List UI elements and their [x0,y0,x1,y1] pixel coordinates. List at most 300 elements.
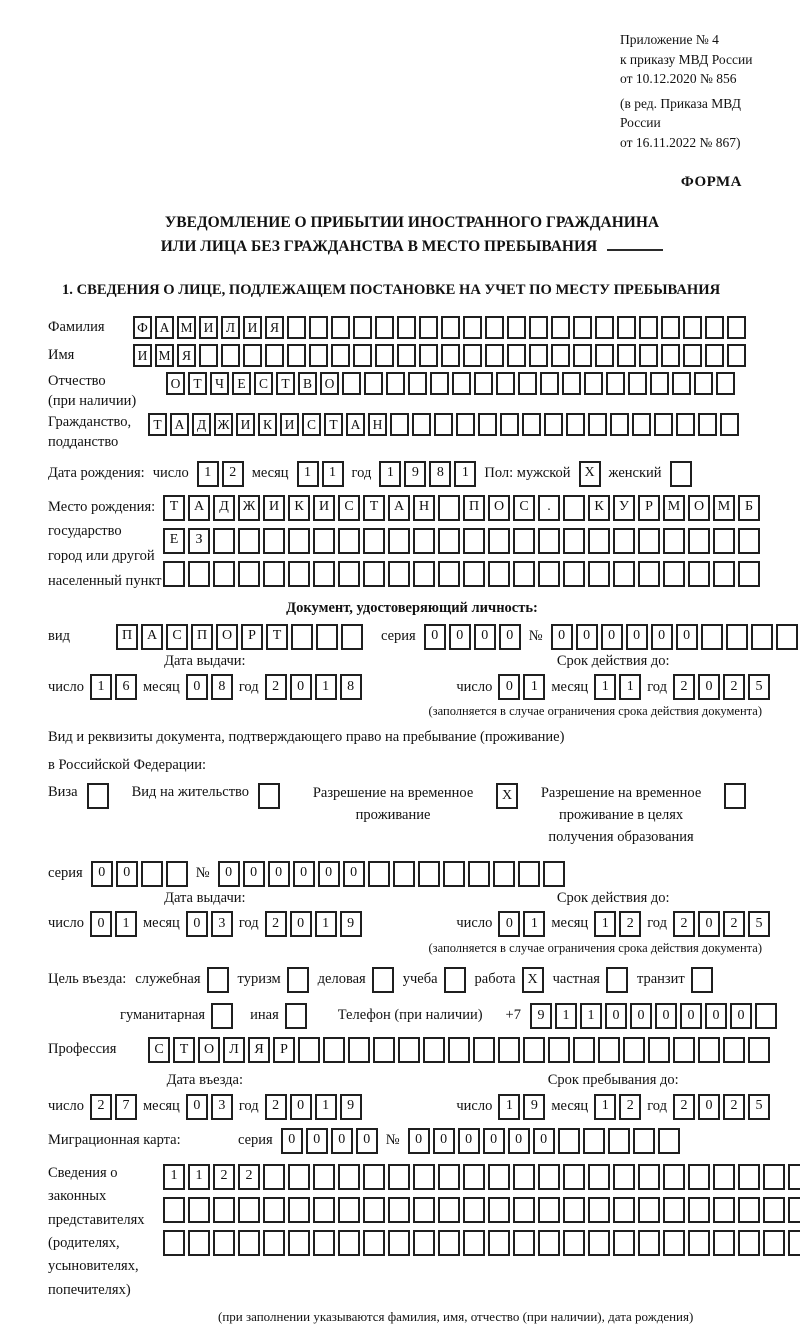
form-cell[interactable]: Л [221,316,240,339]
form-cell[interactable] [443,861,465,887]
form-cell[interactable] [658,1128,680,1154]
form-cell[interactable] [313,528,335,554]
form-cell[interactable] [538,1230,560,1256]
form-cell[interactable] [788,1230,800,1256]
form-cell[interactable] [698,1037,720,1063]
form-cell[interactable] [412,413,431,436]
form-cell[interactable] [663,1197,685,1223]
form-cell[interactable]: 0 [293,861,315,887]
form-cell[interactable] [364,372,383,395]
form-cell[interactable] [638,1197,660,1223]
form-cell[interactable] [463,1197,485,1223]
form-cell[interactable]: 0 [243,861,265,887]
form-cell[interactable] [263,1197,285,1223]
form-cell[interactable] [724,783,746,809]
form-cell[interactable] [670,461,692,487]
form-cell[interactable] [438,528,460,554]
form-cell[interactable] [390,413,409,436]
form-cell[interactable] [288,1197,310,1223]
form-cell[interactable]: 6 [115,674,137,700]
form-cell[interactable] [613,1164,635,1190]
form-cell[interactable]: Т [363,495,385,521]
form-cell[interactable] [338,1230,360,1256]
form-cell[interactable] [287,316,306,339]
form-cell[interactable] [188,561,210,587]
form-cell[interactable]: 0 [605,1003,627,1029]
form-cell[interactable] [500,413,519,436]
form-cell[interactable]: Я [177,344,196,367]
form-cell[interactable] [313,1197,335,1223]
form-cell[interactable] [285,1003,307,1029]
form-cell[interactable] [688,1230,710,1256]
form-cell[interactable] [263,528,285,554]
form-cell[interactable] [468,861,490,887]
form-cell[interactable]: Т [148,413,167,436]
form-cell[interactable] [563,528,585,554]
form-cell[interactable]: 7 [115,1094,137,1120]
form-cell[interactable] [513,561,535,587]
form-cell[interactable]: 0 [186,911,208,937]
form-cell[interactable] [588,561,610,587]
form-cell[interactable]: С [302,413,321,436]
form-cell[interactable]: Я [265,316,284,339]
form-cell[interactable] [688,561,710,587]
form-cell[interactable] [544,413,563,436]
form-cell[interactable] [438,1230,460,1256]
form-cell[interactable]: М [155,344,174,367]
form-cell[interactable] [648,1037,670,1063]
form-cell[interactable] [386,372,405,395]
form-cell[interactable] [463,1164,485,1190]
form-cell[interactable] [529,344,548,367]
form-cell[interactable] [291,624,313,650]
form-cell[interactable]: 0 [698,674,720,700]
form-cell[interactable]: 0 [116,861,138,887]
form-cell[interactable]: 0 [474,624,496,650]
form-cell[interactable]: И [263,495,285,521]
form-cell[interactable]: Т [188,372,207,395]
form-cell[interactable]: О [488,495,510,521]
form-cell[interactable] [221,344,240,367]
form-cell[interactable] [163,1197,185,1223]
form-cell[interactable] [287,344,306,367]
form-cell[interactable] [638,561,660,587]
form-cell[interactable]: С [148,1037,170,1063]
form-cell[interactable] [375,316,394,339]
form-cell[interactable]: 0 [449,624,471,650]
form-cell[interactable] [316,624,338,650]
form-cell[interactable] [438,495,460,521]
form-cell[interactable]: 2 [673,674,695,700]
form-cell[interactable]: X [522,967,544,993]
form-cell[interactable]: 0 [483,1128,505,1154]
form-cell[interactable] [672,372,691,395]
form-cell[interactable]: 0 [268,861,290,887]
form-cell[interactable] [463,561,485,587]
form-cell[interactable]: 0 [508,1128,530,1154]
form-cell[interactable]: 0 [290,1094,312,1120]
form-cell[interactable]: И [199,316,218,339]
form-cell[interactable] [540,372,559,395]
form-cell[interactable]: 5 [748,674,770,700]
form-cell[interactable]: М [713,495,735,521]
form-cell[interactable] [507,316,526,339]
form-cell[interactable]: 0 [331,1128,353,1154]
form-cell[interactable] [373,1037,395,1063]
form-cell[interactable] [613,528,635,554]
form-cell[interactable] [463,316,482,339]
form-cell[interactable] [478,413,497,436]
form-cell[interactable] [748,1037,770,1063]
form-cell[interactable]: 2 [265,911,287,937]
form-cell[interactable]: 0 [318,861,340,887]
form-cell[interactable] [713,528,735,554]
form-cell[interactable] [288,1164,310,1190]
form-cell[interactable]: М [663,495,685,521]
form-cell[interactable] [397,344,416,367]
form-cell[interactable]: 0 [306,1128,328,1154]
form-cell[interactable] [444,967,466,993]
form-cell[interactable]: 0 [730,1003,752,1029]
form-cell[interactable] [738,561,760,587]
form-cell[interactable]: А [188,495,210,521]
form-cell[interactable]: 1 [555,1003,577,1029]
form-cell[interactable]: 1 [188,1164,210,1190]
form-cell[interactable] [610,413,629,436]
form-cell[interactable] [713,561,735,587]
form-cell[interactable] [238,528,260,554]
form-cell[interactable] [563,1197,585,1223]
form-cell[interactable] [606,372,625,395]
form-cell[interactable] [363,1197,385,1223]
form-cell[interactable] [309,316,328,339]
form-cell[interactable]: П [116,624,138,650]
form-cell[interactable] [288,561,310,587]
form-cell[interactable] [496,372,515,395]
form-cell[interactable] [543,861,565,887]
form-cell[interactable] [213,1197,235,1223]
form-cell[interactable]: 2 [619,1094,641,1120]
form-cell[interactable]: 9 [340,911,362,937]
form-cell[interactable] [498,1037,520,1063]
form-cell[interactable] [363,1164,385,1190]
form-cell[interactable] [213,528,235,554]
form-cell[interactable]: У [613,495,635,521]
form-cell[interactable] [393,861,415,887]
form-cell[interactable] [633,1128,655,1154]
form-cell[interactable] [563,1164,585,1190]
form-cell[interactable] [691,967,713,993]
form-cell[interactable]: 2 [90,1094,112,1120]
form-cell[interactable] [562,372,581,395]
form-cell[interactable] [388,561,410,587]
form-cell[interactable]: И [280,413,299,436]
form-cell[interactable]: 9 [530,1003,552,1029]
form-cell[interactable]: 0 [630,1003,652,1029]
form-cell[interactable] [727,344,746,367]
form-cell[interactable]: 9 [523,1094,545,1120]
form-cell[interactable]: И [133,344,152,367]
form-cell[interactable]: А [170,413,189,436]
form-cell[interactable] [452,372,471,395]
form-cell[interactable]: 1 [90,674,112,700]
form-cell[interactable] [613,1197,635,1223]
form-cell[interactable] [588,1164,610,1190]
form-cell[interactable] [413,1197,435,1223]
form-cell[interactable] [488,1230,510,1256]
form-cell[interactable] [738,528,760,554]
form-cell[interactable] [438,561,460,587]
form-cell[interactable] [338,561,360,587]
form-cell[interactable] [163,1230,185,1256]
form-cell[interactable] [408,372,427,395]
form-cell[interactable]: 2 [238,1164,260,1190]
form-cell[interactable] [342,372,361,395]
form-cell[interactable]: 1 [163,1164,185,1190]
form-cell[interactable]: 2 [222,461,244,487]
form-cell[interactable] [238,1197,260,1223]
form-cell[interactable]: 1 [115,911,137,937]
form-cell[interactable] [518,372,537,395]
form-cell[interactable]: В [298,372,317,395]
form-cell[interactable] [763,1230,785,1256]
form-cell[interactable] [588,1230,610,1256]
form-cell[interactable] [258,783,280,809]
form-cell[interactable] [613,1230,635,1256]
form-cell[interactable]: 0 [186,674,208,700]
form-cell[interactable] [755,1003,777,1029]
form-cell[interactable] [430,372,449,395]
form-cell[interactable] [688,1197,710,1223]
form-cell[interactable] [538,1164,560,1190]
form-cell[interactable]: 2 [265,1094,287,1120]
form-cell[interactable] [418,861,440,887]
form-cell[interactable]: Р [638,495,660,521]
form-cell[interactable] [705,316,724,339]
form-cell[interactable]: С [166,624,188,650]
form-cell[interactable] [583,1128,605,1154]
form-cell[interactable] [617,316,636,339]
form-cell[interactable]: М [177,316,196,339]
form-cell[interactable] [551,316,570,339]
form-cell[interactable] [639,344,658,367]
form-cell[interactable] [243,344,262,367]
form-cell[interactable]: 0 [651,624,673,650]
form-cell[interactable]: 0 [343,861,365,887]
form-cell[interactable]: А [155,316,174,339]
form-cell[interactable] [716,372,735,395]
form-cell[interactable] [397,316,416,339]
form-cell[interactable] [513,1230,535,1256]
form-cell[interactable] [441,316,460,339]
form-cell[interactable]: Т [324,413,343,436]
form-cell[interactable] [683,316,702,339]
form-cell[interactable]: Ф [133,316,152,339]
form-cell[interactable]: А [346,413,365,436]
form-cell[interactable]: 0 [290,911,312,937]
form-cell[interactable]: Д [192,413,211,436]
form-cell[interactable] [788,1164,800,1190]
form-cell[interactable] [573,316,592,339]
form-cell[interactable] [588,413,607,436]
form-cell[interactable] [688,1164,710,1190]
form-cell[interactable] [523,1037,545,1063]
form-cell[interactable]: X [579,461,601,487]
form-cell[interactable]: 9 [404,461,426,487]
form-cell[interactable]: Б [738,495,760,521]
form-cell[interactable] [413,1164,435,1190]
form-cell[interactable] [363,528,385,554]
form-cell[interactable]: Е [232,372,251,395]
form-cell[interactable]: П [191,624,213,650]
form-cell[interactable] [331,344,350,367]
form-cell[interactable] [438,1197,460,1223]
form-cell[interactable] [188,1230,210,1256]
form-cell[interactable] [563,1230,585,1256]
form-cell[interactable]: 8 [429,461,451,487]
form-cell[interactable] [606,967,628,993]
form-cell[interactable]: 1 [322,461,344,487]
form-cell[interactable]: С [513,495,535,521]
form-cell[interactable] [628,372,647,395]
form-cell[interactable] [353,344,372,367]
form-cell[interactable] [638,1230,660,1256]
form-cell[interactable]: Т [276,372,295,395]
form-cell[interactable] [87,783,109,809]
form-cell[interactable] [650,372,669,395]
form-cell[interactable]: О [216,624,238,650]
form-cell[interactable]: З [188,528,210,554]
form-cell[interactable]: 1 [523,674,545,700]
form-cell[interactable] [663,561,685,587]
form-cell[interactable] [751,624,773,650]
form-cell[interactable] [738,1230,760,1256]
form-cell[interactable] [488,528,510,554]
form-cell[interactable] [213,561,235,587]
form-cell[interactable] [663,1230,685,1256]
form-cell[interactable]: А [141,624,163,650]
form-cell[interactable] [513,1164,535,1190]
form-cell[interactable]: 0 [498,674,520,700]
form-cell[interactable] [448,1037,470,1063]
form-cell[interactable]: Н [368,413,387,436]
form-cell[interactable]: 2 [723,911,745,937]
form-cell[interactable]: 1 [454,461,476,487]
form-cell[interactable]: Ж [214,413,233,436]
form-cell[interactable] [363,1230,385,1256]
form-cell[interactable] [441,344,460,367]
form-cell[interactable] [548,1037,570,1063]
form-cell[interactable] [639,316,658,339]
form-cell[interactable] [141,861,163,887]
form-cell[interactable]: 1 [619,674,641,700]
form-cell[interactable]: 0 [499,624,521,650]
form-cell[interactable]: 2 [213,1164,235,1190]
form-cell[interactable] [488,1164,510,1190]
form-cell[interactable]: Е [163,528,185,554]
form-cell[interactable] [313,1230,335,1256]
form-cell[interactable] [485,316,504,339]
form-cell[interactable]: 2 [723,1094,745,1120]
form-cell[interactable]: Ж [238,495,260,521]
form-cell[interactable] [265,344,284,367]
form-cell[interactable] [211,1003,233,1029]
form-cell[interactable] [207,967,229,993]
form-cell[interactable] [263,1230,285,1256]
form-cell[interactable] [456,413,475,436]
form-cell[interactable]: 1 [315,674,337,700]
form-cell[interactable] [474,372,493,395]
form-cell[interactable] [463,344,482,367]
form-cell[interactable]: 8 [340,674,362,700]
form-cell[interactable] [720,413,739,436]
form-cell[interactable]: 1 [594,911,616,937]
form-cell[interactable] [463,1230,485,1256]
form-cell[interactable] [188,1197,210,1223]
form-cell[interactable] [388,1230,410,1256]
form-cell[interactable] [338,1197,360,1223]
form-cell[interactable]: 0 [601,624,623,650]
form-cell[interactable]: 0 [218,861,240,887]
form-cell[interactable] [558,1128,580,1154]
form-cell[interactable]: О [166,372,185,395]
form-cell[interactable]: Л [223,1037,245,1063]
form-cell[interactable] [551,344,570,367]
form-cell[interactable] [529,316,548,339]
form-cell[interactable]: 1 [197,461,219,487]
form-cell[interactable] [608,1128,630,1154]
form-cell[interactable]: 2 [619,911,641,937]
form-cell[interactable]: 0 [186,1094,208,1120]
form-cell[interactable]: 2 [673,1094,695,1120]
form-cell[interactable]: Т [266,624,288,650]
form-cell[interactable] [654,413,673,436]
form-cell[interactable] [388,1164,410,1190]
form-cell[interactable] [538,528,560,554]
form-cell[interactable] [388,1197,410,1223]
form-cell[interactable] [598,1037,620,1063]
form-cell[interactable] [238,561,260,587]
form-cell[interactable] [341,624,363,650]
form-cell[interactable] [413,528,435,554]
form-cell[interactable] [518,861,540,887]
form-cell[interactable]: 9 [340,1094,362,1120]
form-cell[interactable]: К [258,413,277,436]
form-cell[interactable] [163,561,185,587]
form-cell[interactable]: 0 [91,861,113,887]
form-cell[interactable] [727,316,746,339]
form-cell[interactable] [419,316,438,339]
form-cell[interactable] [513,1197,535,1223]
form-cell[interactable]: 0 [433,1128,455,1154]
form-cell[interactable]: 0 [408,1128,430,1154]
form-cell[interactable] [661,344,680,367]
form-cell[interactable] [473,1037,495,1063]
form-cell[interactable]: . [538,495,560,521]
form-cell[interactable]: 1 [379,461,401,487]
form-cell[interactable]: 1 [315,1094,337,1120]
form-cell[interactable] [713,1230,735,1256]
form-cell[interactable] [331,316,350,339]
form-cell[interactable] [485,344,504,367]
form-cell[interactable] [538,561,560,587]
form-cell[interactable] [199,344,218,367]
form-cell[interactable] [338,1164,360,1190]
form-cell[interactable] [398,1037,420,1063]
form-cell[interactable]: О [198,1037,220,1063]
form-cell[interactable] [701,624,723,650]
form-cell[interactable]: 3 [211,1094,233,1120]
